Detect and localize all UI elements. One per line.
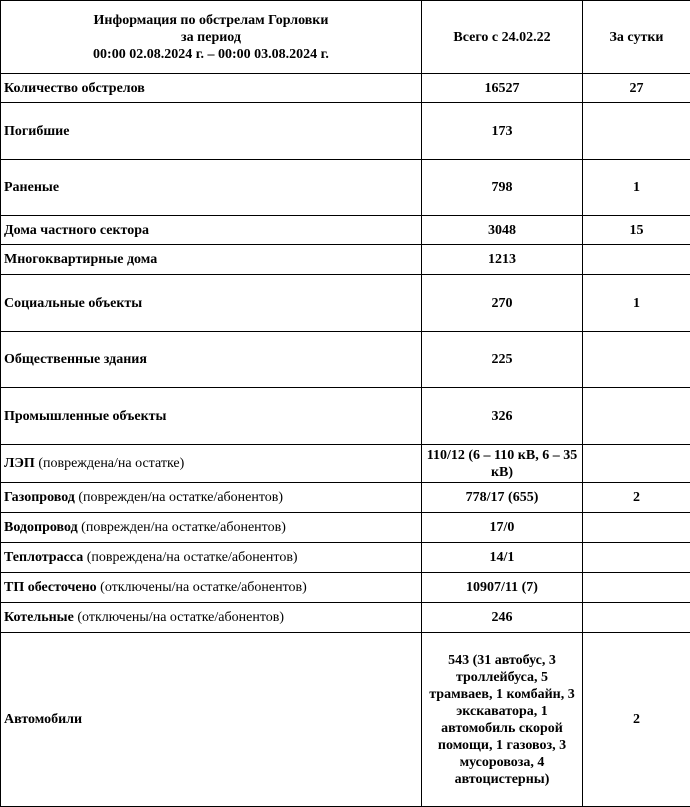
row-day-value: 2: [583, 633, 690, 807]
table-row: [1, 388, 690, 445]
col-header-day: За сутки: [583, 1, 690, 74]
row-day-value: 15: [583, 216, 690, 245]
row-label-main: Промышленные объекты: [4, 409, 166, 424]
title-line-2: за период: [4, 29, 418, 46]
table-row: [1, 633, 690, 807]
row-label: [1, 445, 422, 483]
row-label: [1, 160, 422, 216]
row-label-detail: (отключены/на остатке/абонентов): [74, 610, 284, 625]
row-label-detail: (повреждена/на остатке/абонентов): [83, 550, 297, 565]
table-row: [1, 513, 690, 543]
row-day-value: [583, 603, 690, 633]
row-label-main: Количество обстрелов: [4, 81, 145, 96]
col-header-total: Всего с 24.02.22: [422, 1, 583, 74]
row-total-value: 270: [422, 275, 583, 332]
title-line-3: 00:00 02.08.2024 г. – 00:00 03.08.2024 г.: [4, 46, 418, 63]
title-line-1: Информация по обстрелам Горловки: [4, 12, 418, 29]
row-total-value: 798: [422, 160, 583, 216]
table-title: [1, 1, 422, 74]
row-label-main: Дома частного сектора: [4, 223, 149, 238]
table-row: [1, 573, 690, 603]
row-label: [1, 543, 422, 573]
table-row: [1, 245, 690, 275]
row-label-main: Погибшие: [4, 124, 69, 139]
row-label-main: Раненые: [4, 180, 59, 195]
row-label: [1, 573, 422, 603]
row-label-main: Социальные объекты: [4, 296, 142, 311]
row-label-main: ТП обесточено: [4, 580, 97, 595]
row-label-main: Газопровод: [4, 490, 75, 505]
table-row: [1, 603, 690, 633]
row-label-detail: (поврежден/на остатке/абонентов): [75, 490, 283, 505]
row-day-value: 27: [583, 74, 690, 103]
table-row: [1, 216, 690, 245]
row-total-value: 110/12 (6 – 110 кВ, 6 – 35 кВ): [422, 445, 583, 483]
row-day-value: [583, 513, 690, 543]
row-day-value: [583, 388, 690, 445]
table-row: [1, 160, 690, 216]
row-label: [1, 332, 422, 388]
row-label-detail: (отключены/на остатке/абонентов): [97, 580, 307, 595]
row-label-detail: (повреждена/на остатке): [35, 456, 184, 471]
row-total-value: 173: [422, 103, 583, 160]
row-day-value: [583, 445, 690, 483]
table-row: [1, 103, 690, 160]
row-day-value: 2: [583, 483, 690, 513]
row-total-value: 326: [422, 388, 583, 445]
row-day-value: [583, 573, 690, 603]
row-day-value: [583, 103, 690, 160]
row-day-value: [583, 245, 690, 275]
row-label-main: Водопровод: [4, 520, 78, 535]
row-label: [1, 216, 422, 245]
row-total-value: 778/17 (655): [422, 483, 583, 513]
row-total-value: 3048: [422, 216, 583, 245]
row-label: [1, 603, 422, 633]
row-day-value: 1: [583, 275, 690, 332]
row-total-value: 1213: [422, 245, 583, 275]
table-row: [1, 332, 690, 388]
row-label-main: Многоквартирные дома: [4, 252, 157, 267]
row-label: [1, 103, 422, 160]
row-total-value: 246: [422, 603, 583, 633]
row-total-value: 14/1: [422, 543, 583, 573]
row-day-value: [583, 332, 690, 388]
row-total-value: 543 (31 автобус, 3 троллейбуса, 5 трамваев, 1 комбайн, 3 экскаватора, 1 автомобиль скорой помощи, 1 газовоз, 3 мусоровоза, 4 автоцистерны): [422, 633, 583, 807]
row-label-main: Общественные здания: [4, 352, 147, 367]
row-label: [1, 275, 422, 332]
row-label: [1, 388, 422, 445]
table-row: [1, 275, 690, 332]
row-label: [1, 74, 422, 103]
row-label-main: Теплотрасса: [4, 550, 83, 565]
row-label-main: ЛЭП: [4, 456, 35, 471]
table-row: [1, 74, 690, 103]
row-label: [1, 483, 422, 513]
row-total-value: 225: [422, 332, 583, 388]
row-total-value: 17/0: [422, 513, 583, 543]
row-label-main: Котельные: [4, 610, 74, 625]
row-total-value: 16527: [422, 74, 583, 103]
row-label: [1, 633, 422, 807]
row-label: [1, 513, 422, 543]
row-label-detail: (поврежден/на остатке/абонентов): [78, 520, 286, 535]
table-row: [1, 543, 690, 573]
table-row: [1, 445, 690, 483]
row-day-value: [583, 543, 690, 573]
row-total-value: 10907/11 (7): [422, 573, 583, 603]
row-day-value: 1: [583, 160, 690, 216]
header-row: [1, 1, 690, 74]
row-label: [1, 245, 422, 275]
row-label-main: Автомобили: [4, 712, 82, 727]
table-row: [1, 483, 690, 513]
